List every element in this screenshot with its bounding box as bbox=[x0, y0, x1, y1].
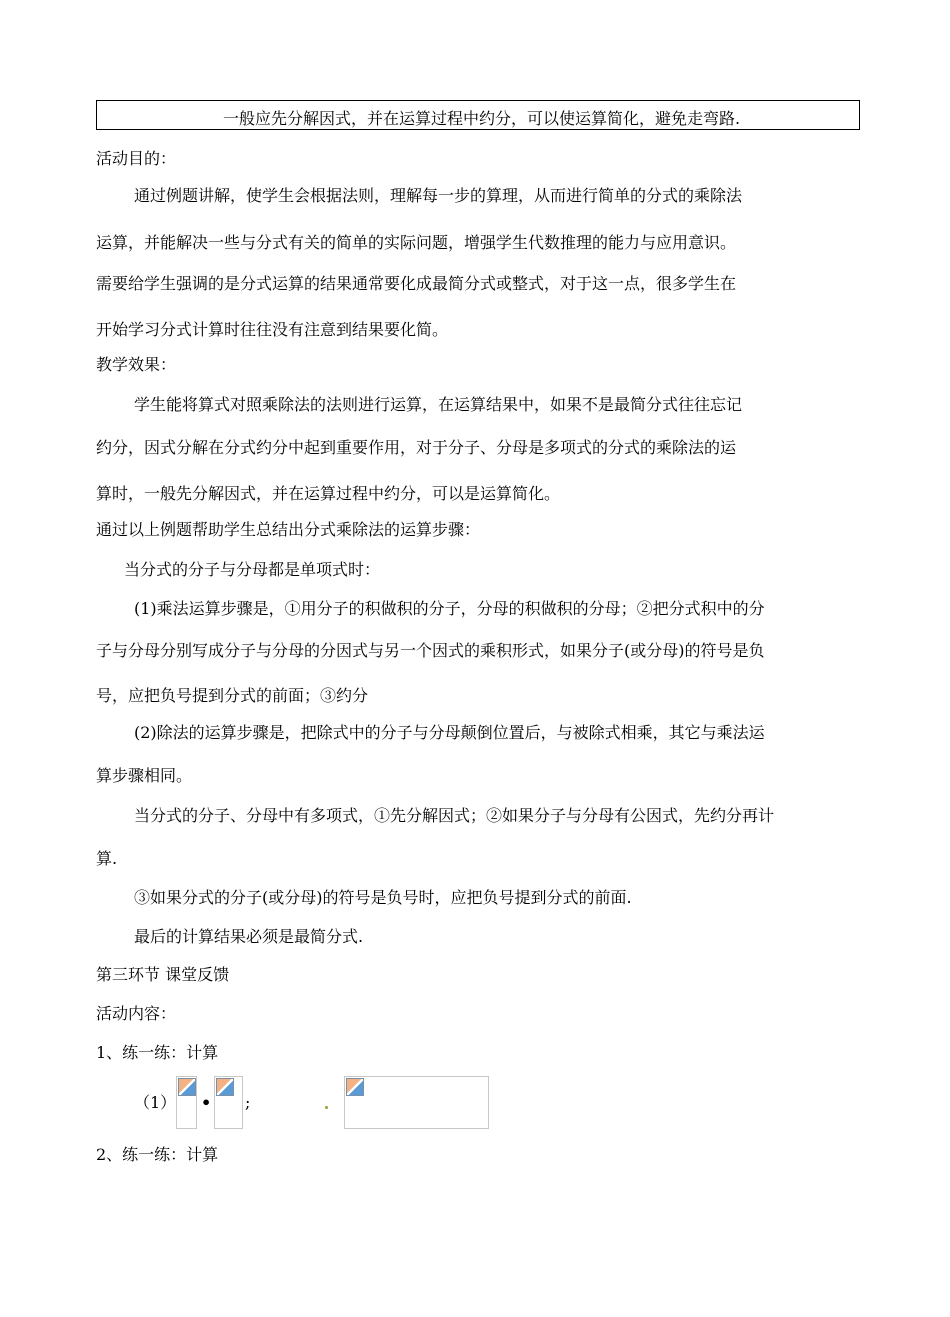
multiply-dot: • bbox=[201, 1093, 212, 1112]
separator: ; bbox=[245, 1093, 251, 1112]
formula-image bbox=[344, 1076, 489, 1129]
paragraph-line: (2)除法的运算步骤是，把除式中的分子与分母颠倒位置后，与被除式相乘，其它与乘法运 bbox=[134, 723, 765, 742]
paragraph-line: ③如果分式的分子(或分母)的符号是负号时，应把负号提到分式的前面. bbox=[134, 888, 632, 907]
paragraph-line: 算步骤相同。 bbox=[96, 766, 193, 785]
heading-teaching-effect: 教学效果： bbox=[96, 355, 177, 374]
exercise-title-1: 1、练一练：计算 bbox=[96, 1043, 219, 1062]
exercise-title-2: 2、练一练：计算 bbox=[96, 1145, 219, 1164]
formula-image bbox=[176, 1076, 197, 1129]
broken-image-icon bbox=[346, 1078, 364, 1096]
paragraph-line: 需要给学生强调的是分式运算的结果通常要化成最简分式或整式，对于这一点，很多学生在 bbox=[96, 274, 737, 293]
paragraph-line: (1)乘法运算步骤是，①用分子的积做积的分子，分母的积做积的分母；②把分式积中的分 bbox=[134, 599, 765, 618]
paragraph-line: 运算，并能解决一些与分式有关的简单的实际问题，增强学生代数推理的能力与应用意识。 bbox=[96, 233, 737, 252]
paragraph-line: 约分，因式分解在分式约分中起到重要作用，对于分子、分母是多项式的分式的乘除法的运 bbox=[96, 438, 737, 457]
formula-image bbox=[214, 1076, 243, 1129]
paragraph-line: 号，应把负号提到分式的前面；③约分 bbox=[96, 686, 369, 705]
heading-activity-content: 活动内容： bbox=[96, 1004, 177, 1023]
paragraph-line: 通过例题讲解，使学生会根据法则，理解每一步的算理，从而进行简单的分式的乘除法 bbox=[134, 186, 743, 205]
exercise-label: （1） bbox=[134, 1093, 177, 1112]
paragraph-line: 算时，一般先分解因式，并在运算过程中约分，可以是运算简化。 bbox=[96, 484, 561, 503]
heading-activity-goal: 活动目的： bbox=[96, 149, 177, 168]
paragraph-line: 开始学习分式计算时往往没有注意到结果要化简。 bbox=[96, 320, 449, 339]
paragraph-line: 当分式的分子、分母中有多项式，①先分解因式；②如果分子与分母有公因式，先约分再计 bbox=[134, 806, 775, 825]
section-heading: 第三环节 课堂反馈 bbox=[96, 965, 230, 984]
broken-image-icon bbox=[216, 1078, 234, 1096]
paragraph-line: 最后的计算结果必须是最简分式. bbox=[134, 927, 364, 946]
paragraph-line: 学生能将算式对照乘除法的法则进行运算，在运算结果中，如果不是最简分式往往忘记 bbox=[134, 395, 743, 414]
paragraph-line: 当分式的分子与分母都是单项式时： bbox=[124, 560, 381, 579]
paragraph-line: 算. bbox=[96, 849, 118, 868]
broken-image-icon bbox=[178, 1078, 196, 1096]
stray-dot bbox=[325, 1106, 328, 1109]
boxed-note bbox=[96, 100, 860, 130]
boxed-note-text: 一般应先分解因式，并在运算过程中约分，可以使运算简化，避免走弯路. bbox=[223, 109, 741, 128]
paragraph-line: 子与分母分别写成分子与分母的分因式与另一个因式的乘积形式，如果分子(或分母)的符号是负 bbox=[96, 641, 765, 660]
paragraph-line: 通过以上例题帮助学生总结出分式乘除法的运算步骤： bbox=[96, 520, 481, 539]
